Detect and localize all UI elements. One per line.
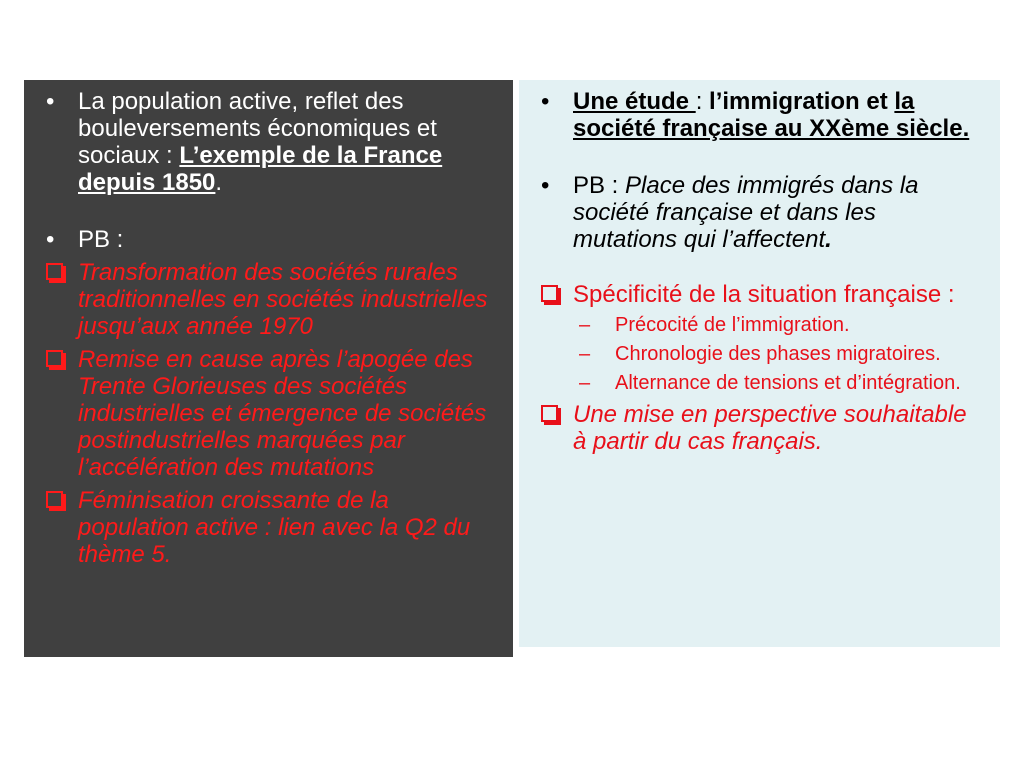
right-point-3: Alternance de tensions et d’intégration. <box>615 372 961 394</box>
right-item2-label: PB : <box>573 172 626 199</box>
left-item1-emphasis: L’exemple de la France depuis 1850 <box>78 142 443 196</box>
right-checkbox-item-perspective <box>539 401 986 455</box>
right-item1-label: Une étude <box>573 88 696 115</box>
right-point-2: Chronologie des phases migratoires. <box>615 343 941 365</box>
right-point-1: Précocité de l’immigration. <box>615 314 850 336</box>
dash-icon: – <box>579 314 591 336</box>
left-sub1-text: Transformation des sociétés rurales traditionnelles en sociétés industrielles jusqu’aux année 1970 <box>78 259 488 340</box>
right-bullet-une-etude <box>539 88 986 142</box>
bullet-icon: • <box>46 226 55 253</box>
right-item2-text: Place des immigrés dans la société française et dans les mutations qui l’affectent <box>573 172 919 253</box>
right-dash-item-chronologie <box>539 343 986 366</box>
bullet-icon: • <box>541 172 550 199</box>
left-bullet-pb <box>44 226 503 253</box>
left-item2-text: PB : <box>78 226 124 253</box>
checkbox-square-icon <box>46 263 63 280</box>
left-bullet-population-active <box>44 88 503 196</box>
right-panel <box>519 80 1000 647</box>
checkbox-square-icon <box>541 285 558 302</box>
dash-icon: – <box>579 372 591 394</box>
right-item2-end: . <box>825 226 832 253</box>
right-dash-item-alternance <box>539 372 986 395</box>
right-checkbox-item-specificite <box>539 281 986 308</box>
left-item1-text: La population active, reflet des bouleversements économiques et sociaux : <box>78 88 437 169</box>
checkbox-square-icon <box>46 350 63 367</box>
left-item1-end: . <box>215 169 223 196</box>
left-checkbox-item-remise-en-cause <box>44 346 503 481</box>
left-checkbox-item-transformation <box>44 259 503 340</box>
right-item1-mid: l’immigration et <box>709 88 895 115</box>
left-sub2-text: Remise en cause après l’apogée des Trente Glorieuses des sociétés industrielles et émergence de sociétés postindustrielles marquées par l’accélération des mutations <box>78 346 487 481</box>
right-dash-item-precocite <box>539 314 986 337</box>
right-sub1-text: Spécificité de la situation française : <box>573 281 955 308</box>
left-sub3-text: Féminisation croissante de la population active : lien avec la Q2 du thème 5. <box>78 487 471 568</box>
checkbox-square-icon <box>46 491 63 508</box>
left-checkbox-item-feminisation <box>44 487 503 568</box>
bullet-icon: • <box>46 88 55 115</box>
checkbox-square-icon <box>541 405 558 422</box>
dash-icon: – <box>579 343 591 365</box>
right-item1-sep: : <box>695 88 710 115</box>
bullet-icon: • <box>541 88 550 115</box>
left-panel <box>24 80 513 657</box>
right-sub2-text: Une mise en perspective souhaitable à partir du cas français. <box>573 401 967 455</box>
right-item1-emphasis: la société française au XXème siècle. <box>573 88 970 142</box>
right-bullet-pb <box>539 172 986 253</box>
